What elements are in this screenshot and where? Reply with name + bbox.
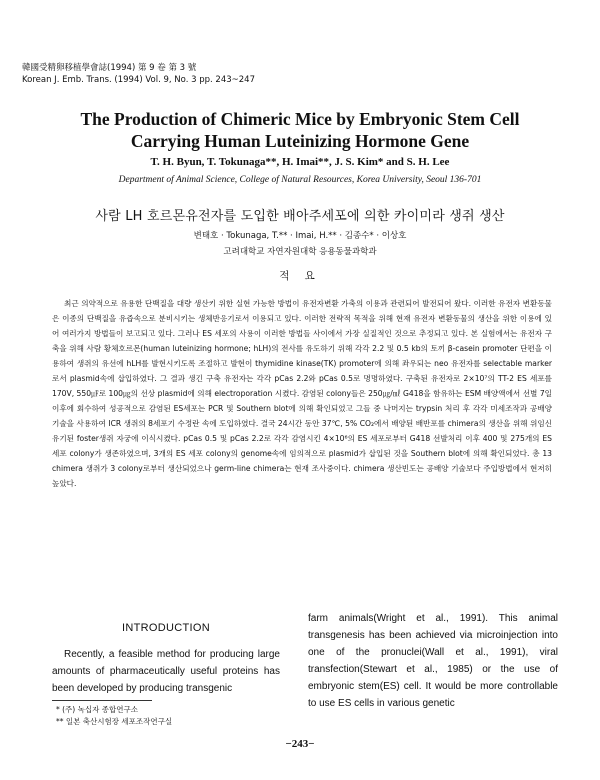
abstract-heading: 적 요 — [279, 270, 321, 282]
affiliation: Department of Animal Science, College of Natural Resources, Korea University, Seoul 136-701 — [118, 175, 482, 185]
footnote-divider — [52, 700, 152, 701]
korean-title: 사람 LH 호르몬유전자를 도입한 배아주세포에 의한 카이미라 생쥐 생산 — [95, 209, 505, 224]
korean-author-list: 변태호 · Tokunaga, T.** · Imai, H.** · 김종수* · 이상호 — [193, 231, 407, 241]
intro-paragraph-left: Recently, a feasible method for producing large amounts of pharmaceutically useful proteins has been developed by producing transgenic — [52, 649, 280, 694]
korean-affiliation: 고려대학교 자연자원대학 응용동물과학과 — [223, 247, 377, 257]
intro-paragraph-right: farm animals(Wright et al., 1991). This animal transgenesis has been achieved via microinjection into one of the pronuclei(Wall et al., 1991), viral transfection(Stewart et al., 1985) or the use of embryonic stem(ES) cell. It would be more controllable to use ES cells in various genetic — [308, 613, 558, 709]
footnote-1: * (주) 녹십자 종합연구소 — [56, 705, 138, 714]
introduction-heading: INTRODUCTION — [122, 622, 210, 634]
journal-english-line: Korean J. Emb. Trans. (1994) Vol. 9, No. 3 pp. 243~247 — [22, 75, 255, 85]
paper-title — [0, 108, 600, 152]
footnotes — [56, 704, 172, 728]
author-list: T. H. Byun, T. Tokunaga**, H. Imai**, J. S. Kim* and S. H. Lee — [150, 156, 450, 168]
intro-left-column — [52, 622, 280, 697]
title-line-2: Carrying Human Luteinizing Hormone Gene — [130, 131, 470, 151]
page-number: −243− — [285, 738, 315, 750]
intro-right-column — [308, 610, 558, 712]
title-line-1: The Production of Chimeric Mice by Embryonic Stem Cell — [80, 109, 520, 129]
journal-korean-line: 韓國受精卵移植學會誌(1994) 第 9 卷 第 3 號 — [22, 63, 197, 73]
journal-header — [22, 62, 255, 86]
abstract-text: 최근 의약적으로 유용한 단백질을 대량 생산키 위한 실현 가능한 방법이 유전자변환 가축의 이용과 관련되어 발전되어 왔다. 이러한 유전자 변환동물은 이종의 단백질을 유즙속으로 분비시키는 생체반응기로서 이용되고 있다. 이러한 전략적 목적을 위해 현재 유전자 변환동물의 생산을 위한 이용에 있어 여러가지 방법들이 보고되고 있다. 그러나 ES 세포의 사용이 이러한 방법들 사이에서 가장 실질적인 것으로 추정되고 있다. 본 실험에서는 유전자 구축을 위해 사람 황체호르몬(human luteinizing hormone; hLH)의 전사를 유도하기 위해 각각 2.2 및 0.5 kb의 토끼 β-casein promoter 단편을 이용하여 생쥐의 유선에 hLH를 발현시키도록 조절하고 발현이 thymidine kinase(TK) promoter에 의해 좌우되는 neo 유전자를 selectable marker로서 plasmid속에 삽입하였다. 그 결과 생긴 구축 유전자는 각각 pCas 2.2와 pCas 0.5로 명명하였다. 구축된 유전자로 2×10⁷의 TT-2 ES 세포를 170V, 550㎌로 100㎍의 선상 plasmid에 의해 electroporation 시켰다. 감염된 colony들은 250㎍/㎖ G418을 함유하는 ESM 배양액에서 선별 7일 이후에 회수하여 성공적으로 감염된 ES세포는 PCR 및 Southern blot에 의해 확인되었고 그들 중 나머지는 trypsin 처리 후 각각 미세조작과 공배양 기술을 사용하여 ICR 생쥐의 8세포기 수정란 속에 도입하였다. 결국 24시간 동안 37℃, 5% CO₂에서 배양된 배반포를 chimera의 생산을 위해 위임신 유기된 foster생쥐 자궁에 이식시켰다. pCas 0.5 및 pCas 2.2로 각각 감염시킨 4×10⁶의 ES 세포로부터 G418 선발처리 이후 400 및 275개의 ES 세포 colony가 생존하였으며, 3개의 ES 세포 colony의 genome속에 임의적으로 plasmid가 삽입된 것을 Southern blot에 의해 확인되었다. 총 13 chimera 생쥐가 3 colony로부터 생산되었으나 germ-line chimera는 현재 조사중이다. chimera 생산빈도는 공배양 기술보다 주입방법에서 현저히 높았다. — [52, 299, 552, 488]
footnote-2: ** 일본 축산시험장 세포조작연구실 — [56, 717, 173, 726]
